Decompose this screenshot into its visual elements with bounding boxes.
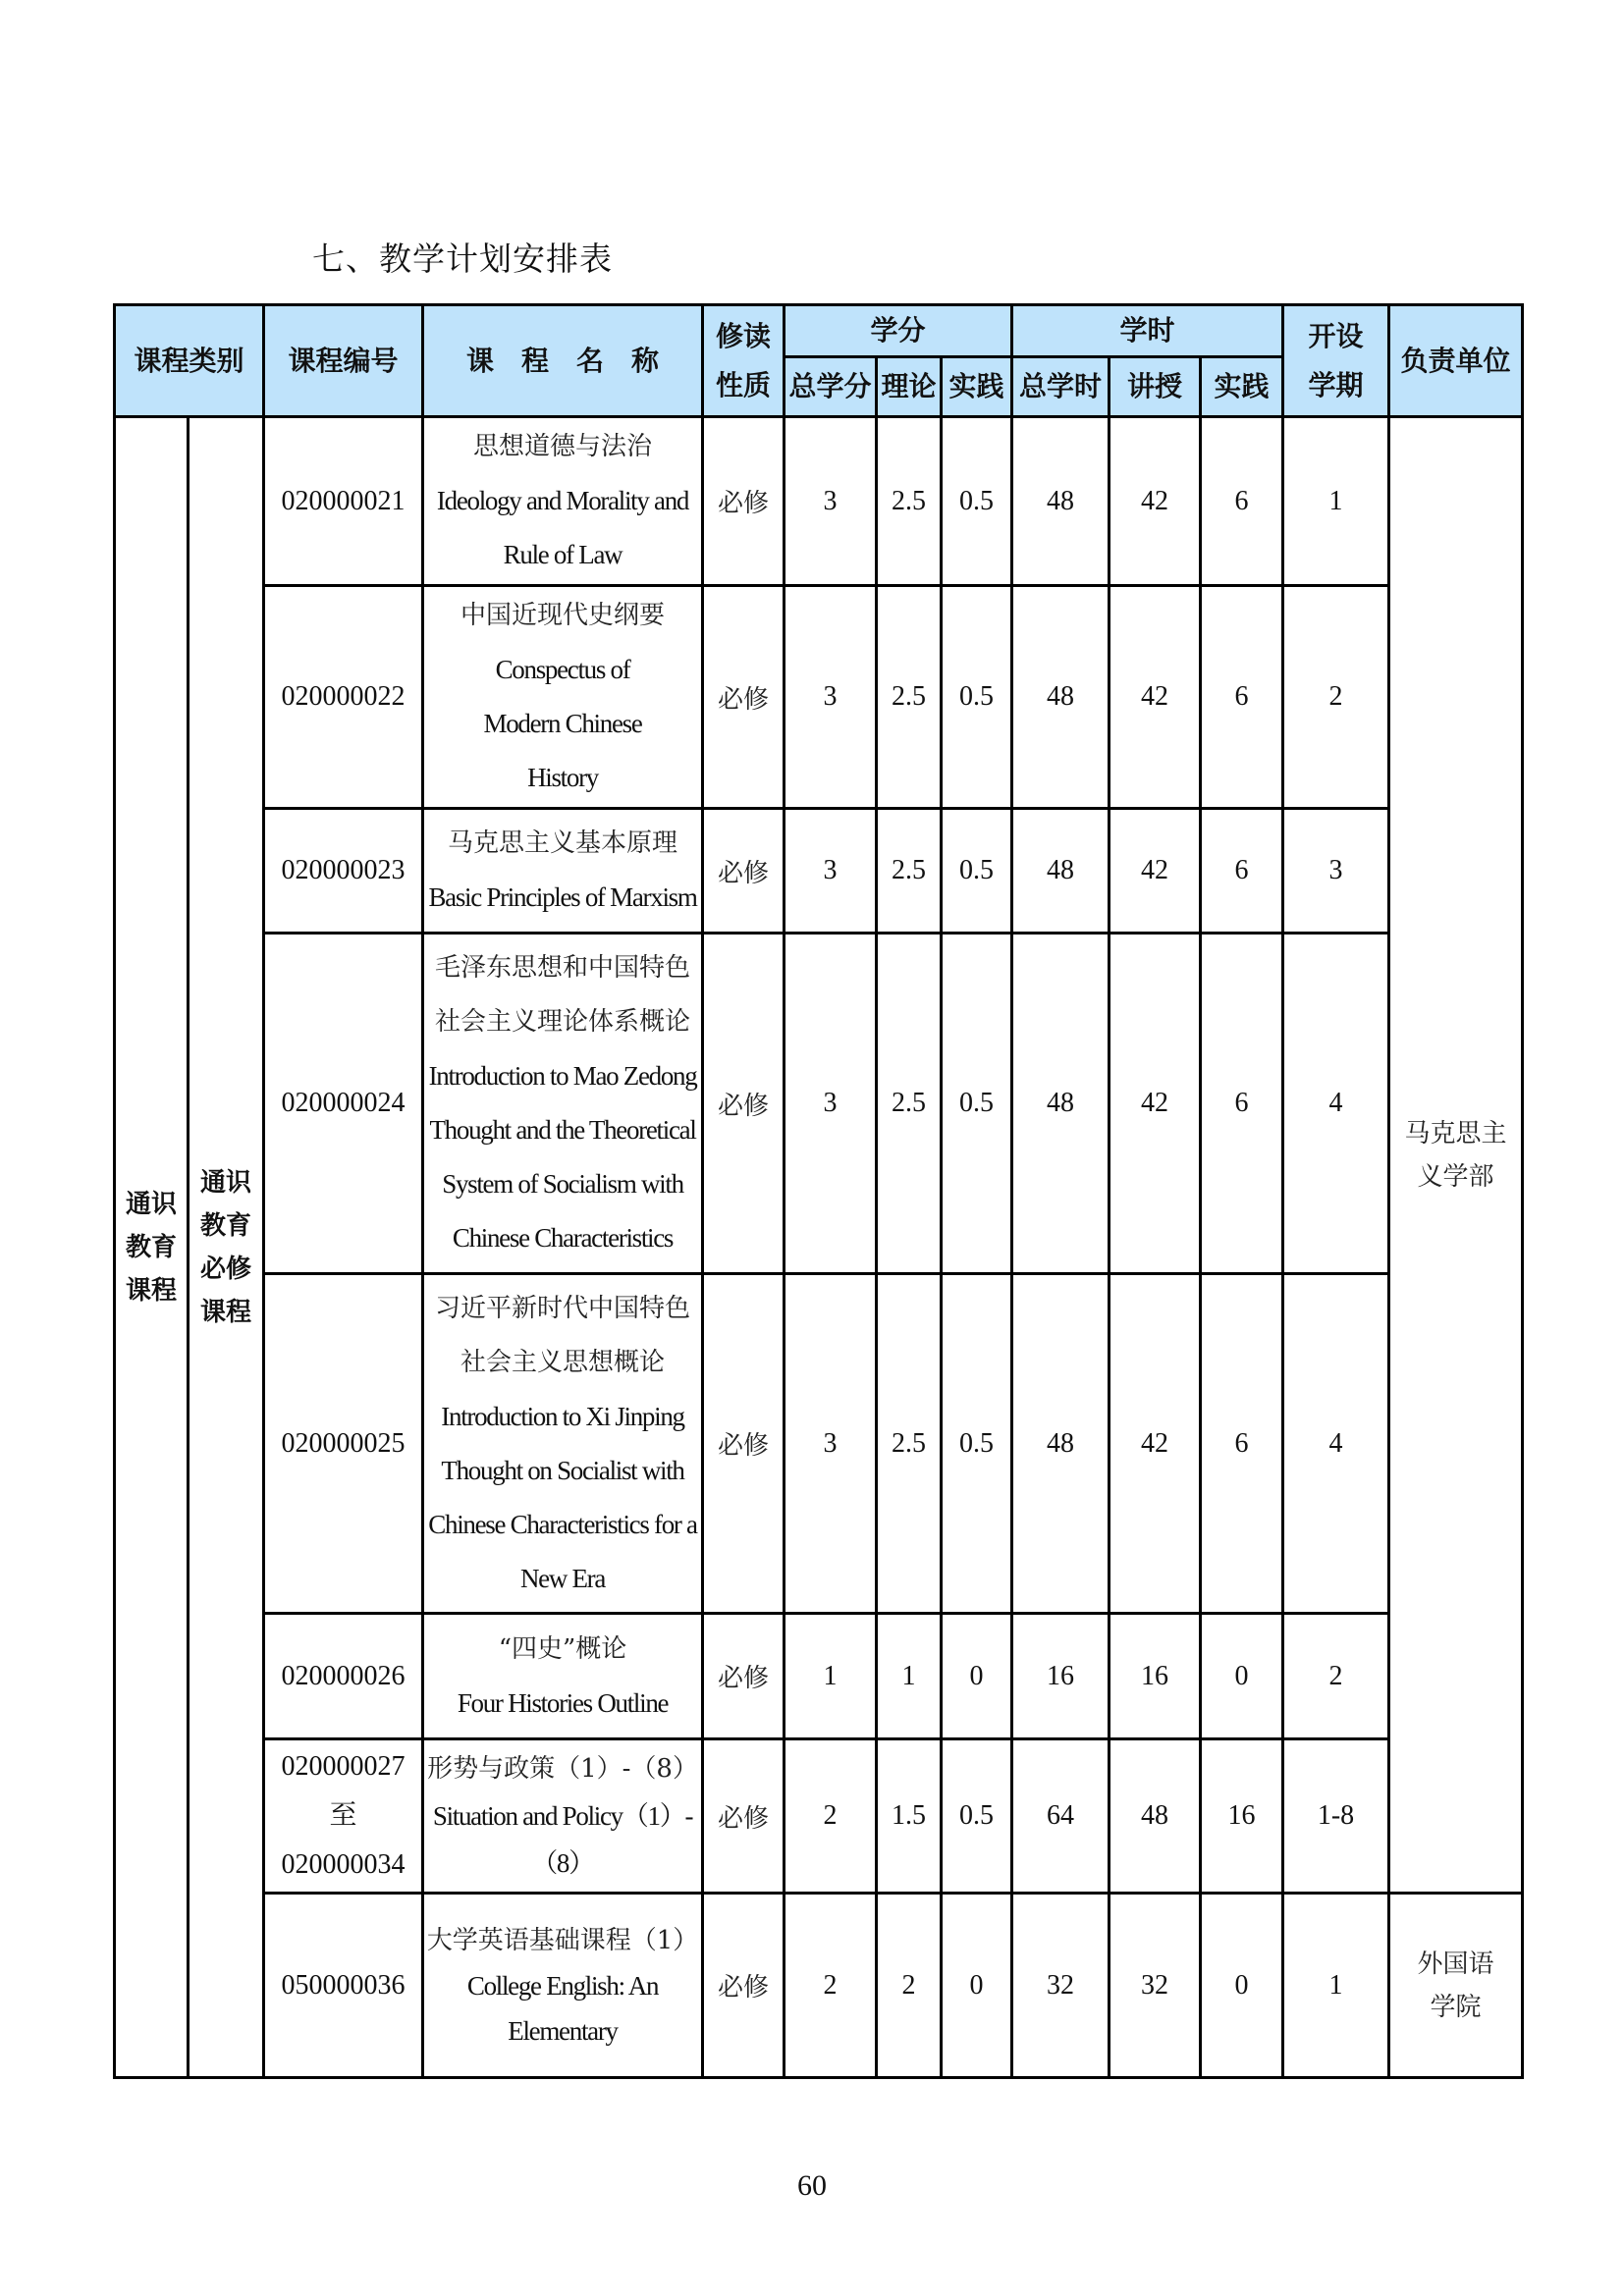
table-row <box>115 1894 1523 2078</box>
credits-practice: 0.5 <box>942 934 1012 1274</box>
hours-total: 16 <box>1012 1614 1110 1739</box>
course-code: 020000024 <box>264 934 423 1274</box>
semester: 1-8 <box>1283 1739 1389 1894</box>
credits-total: 2 <box>785 1894 877 2078</box>
table-row <box>115 809 1523 934</box>
course-name: 毛泽东思想和中国特色社会主义理论体系概论 Introduction to Mao Zedong Thought and the Theoretical System of Socialism with Chinese Characteristics <box>423 934 703 1274</box>
header-hours-practice: 实践 <box>1201 357 1283 417</box>
semester: 2 <box>1283 1614 1389 1739</box>
hours-lecture: 42 <box>1110 809 1201 934</box>
hours-practice: 6 <box>1201 1274 1283 1614</box>
course-code: 020000022 <box>264 586 423 809</box>
credits-practice: 0.5 <box>942 1274 1012 1614</box>
hours-lecture: 42 <box>1110 1274 1201 1614</box>
course-name: 习近平新时代中国特色社会主义思想概论 Introduction to Xi Jinping Thought on Socialist with Chinese Characteristics for a New Era <box>423 1274 703 1614</box>
hours-total: 48 <box>1012 417 1110 586</box>
credits-theory: 1 <box>877 1614 942 1739</box>
hours-total: 48 <box>1012 1274 1110 1614</box>
hours-practice: 6 <box>1201 417 1283 586</box>
table-row <box>115 586 1523 809</box>
semester: 4 <box>1283 1274 1389 1614</box>
hours-total: 48 <box>1012 586 1110 809</box>
hours-practice: 6 <box>1201 586 1283 809</box>
hours-practice: 6 <box>1201 934 1283 1274</box>
course-nature: 必修 <box>703 934 785 1274</box>
hours-total: 48 <box>1012 809 1110 934</box>
hours-total: 32 <box>1012 1894 1110 2078</box>
course-nature: 必修 <box>703 417 785 586</box>
course-nature: 必修 <box>703 1739 785 1894</box>
credits-total: 2 <box>785 1739 877 1894</box>
hours-total: 48 <box>1012 934 1110 1274</box>
hours-lecture: 32 <box>1110 1894 1201 2078</box>
credits-total: 3 <box>785 417 877 586</box>
credits-practice: 0.5 <box>942 1739 1012 1894</box>
course-code: 020000026 <box>264 1614 423 1739</box>
table-row <box>115 417 1523 586</box>
credits-practice: 0 <box>942 1894 1012 2078</box>
credits-theory: 2 <box>877 1894 942 2078</box>
semester: 2 <box>1283 586 1389 809</box>
hours-lecture: 42 <box>1110 586 1201 809</box>
credits-total: 3 <box>785 1274 877 1614</box>
table-row <box>115 1274 1523 1614</box>
credits-practice: 0.5 <box>942 586 1012 809</box>
table-row <box>115 1739 1523 1894</box>
course-nature: 必修 <box>703 1274 785 1614</box>
header-row-1 <box>115 305 1523 357</box>
credits-theory: 1.5 <box>877 1739 942 1894</box>
course-name: 马克思主义基本原理 Basic Principles of Marxism <box>423 809 703 934</box>
credits-total: 1 <box>785 1614 877 1739</box>
course-name: 中国近现代史纲要 Conspectus of Modern Chinese History <box>423 586 703 809</box>
category-level2: 通识教育必修课程 <box>189 417 264 2078</box>
credits-theory: 2.5 <box>877 1274 942 1614</box>
course-code: 020000027 至 020000034 <box>264 1739 423 1894</box>
credits-total: 3 <box>785 934 877 1274</box>
course-nature: 必修 <box>703 809 785 934</box>
header-hours-lecture: 讲授 <box>1110 357 1201 417</box>
hours-practice: 0 <box>1201 1894 1283 2078</box>
header-credits-practice: 实践 <box>942 357 1012 417</box>
section-title: 七、教学计划安排表 <box>312 240 613 278</box>
table-row <box>115 1614 1523 1739</box>
teaching-plan-table <box>113 303 1524 2079</box>
header-credits-theory: 理论 <box>877 357 942 417</box>
header-category: 课程类别 <box>115 305 264 417</box>
credits-practice: 0.5 <box>942 417 1012 586</box>
course-nature: 必修 <box>703 586 785 809</box>
header-credits-group: 学分 <box>785 305 1012 357</box>
header-code: 课程编号 <box>264 305 423 417</box>
header-semester: 开设学期 <box>1283 305 1389 417</box>
semester: 4 <box>1283 934 1389 1274</box>
course-name: 形势与政策（1）-（8） Situation and Policy（1）-（8） <box>423 1739 703 1894</box>
hours-practice: 16 <box>1201 1739 1283 1894</box>
hours-practice: 6 <box>1201 809 1283 934</box>
credits-theory: 2.5 <box>877 809 942 934</box>
credits-theory: 2.5 <box>877 417 942 586</box>
credits-total: 3 <box>785 586 877 809</box>
hours-lecture: 48 <box>1110 1739 1201 1894</box>
semester: 3 <box>1283 809 1389 934</box>
hours-lecture: 42 <box>1110 934 1201 1274</box>
course-name: 大学英语基础课程（1） College English: An Elementary <box>423 1894 703 2078</box>
table-row <box>115 934 1523 1274</box>
credits-theory: 2.5 <box>877 586 942 809</box>
header-hours-group: 学时 <box>1012 305 1283 357</box>
credits-total: 3 <box>785 809 877 934</box>
header-credits-total: 总学分 <box>785 357 877 417</box>
hours-total: 64 <box>1012 1739 1110 1894</box>
hours-lecture: 16 <box>1110 1614 1201 1739</box>
category-level1: 通识教育课程 <box>115 417 189 2078</box>
credits-practice: 0.5 <box>942 809 1012 934</box>
course-code: 050000036 <box>264 1894 423 2078</box>
course-name: “四史”概论 Four Histories Outline <box>423 1614 703 1739</box>
responsible-unit: 马克思主义学部 <box>1389 417 1523 1894</box>
course-nature: 必修 <box>703 1894 785 2078</box>
course-code: 020000021 <box>264 417 423 586</box>
hours-lecture: 42 <box>1110 417 1201 586</box>
header-hours-total: 总学时 <box>1012 357 1110 417</box>
responsible-unit: 外国语学院 <box>1389 1894 1523 2078</box>
header-nature: 修读性质 <box>703 305 785 417</box>
course-code: 020000023 <box>264 809 423 934</box>
course-nature: 必修 <box>703 1614 785 1739</box>
semester: 1 <box>1283 417 1389 586</box>
course-name: 思想道德与法治 Ideology and Morality and Rule of Law <box>423 417 703 586</box>
header-unit: 负责单位 <box>1389 305 1523 417</box>
semester: 1 <box>1283 1894 1389 2078</box>
credits-practice: 0 <box>942 1614 1012 1739</box>
credits-theory: 2.5 <box>877 934 942 1274</box>
course-code: 020000025 <box>264 1274 423 1614</box>
page-number: 60 <box>797 2169 827 2202</box>
hours-practice: 0 <box>1201 1614 1283 1739</box>
header-name: 课 程 名 称 <box>423 305 703 417</box>
